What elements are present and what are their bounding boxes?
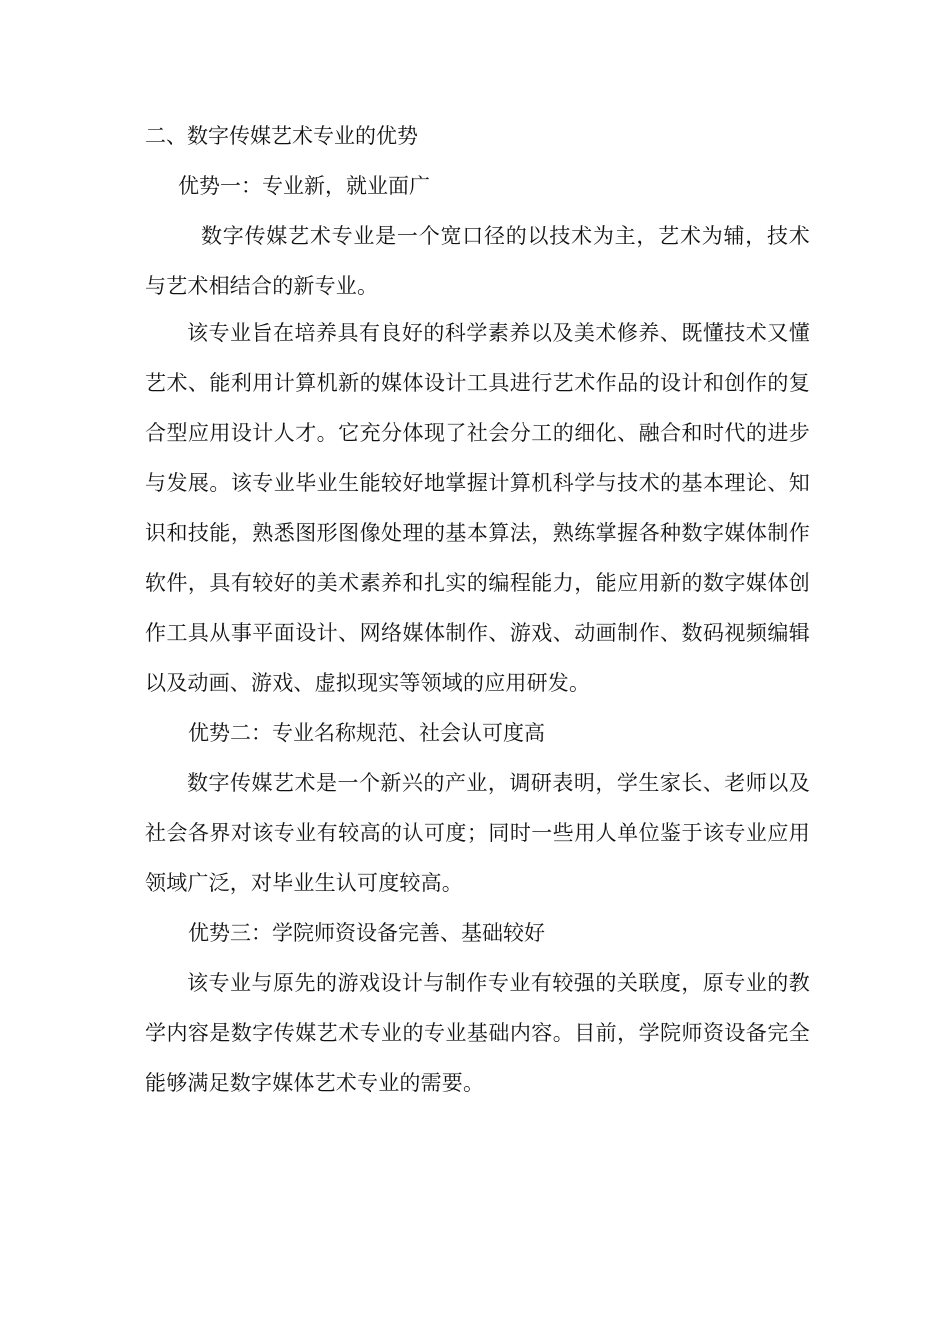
advantage1-heading: 优势一：专业新，就业面广	[178, 174, 430, 198]
advantage2-paragraph: 数字传媒艺术是一个新兴的产业，调研表明，学生家长、老师以及社会各界对该专业有较高的认可度；同时一些用人单位鉴于该专业应用领域广泛，对毕业生认可度较高。	[145, 771, 810, 895]
section-title: 二、数字传媒艺术专业的优势	[145, 124, 418, 148]
advantage3-heading: 优势三：学院师资设备完善、基础较好	[188, 921, 545, 945]
advantage2-heading: 优势二：专业名称规范、社会认可度高	[188, 721, 545, 745]
advantage3-paragraph: 该专业与原先的游戏设计与制作专业有较强的关联度，原专业的教学内容是数字传媒艺术专业的专业基础内容。目前，学院师资设备完全能够满足数字媒体艺术专业的需要。	[145, 971, 810, 1095]
advantage1-paragraph-1: 数字传媒艺术专业是一个宽口径的以技术为主，艺术为辅，技术与艺术相结合的新专业。	[145, 224, 810, 298]
advantage1-paragraph-2: 该专业旨在培养具有良好的科学素养以及美术修养、既懂技术又懂艺术、能利用计算机新的媒体设计工具进行艺术作品的设计和创作的复合型应用设计人才。它充分体现了社会分工的细化、融合和时代的进步与发展。该专业毕业生能较好地掌握计算机科学与技术的基本理论、知识和技能，熟悉图形图像处理的基本算法，熟练掌握各种数字媒体制作软件，具有较好的美术素养和扎实的编程能力，能应用新的数字媒体创作工具从事平面设计、网络媒体制作、游戏、动画制作、数码视频编辑以及动画、游戏、虚拟现实等领域的应用研发。	[145, 321, 810, 695]
